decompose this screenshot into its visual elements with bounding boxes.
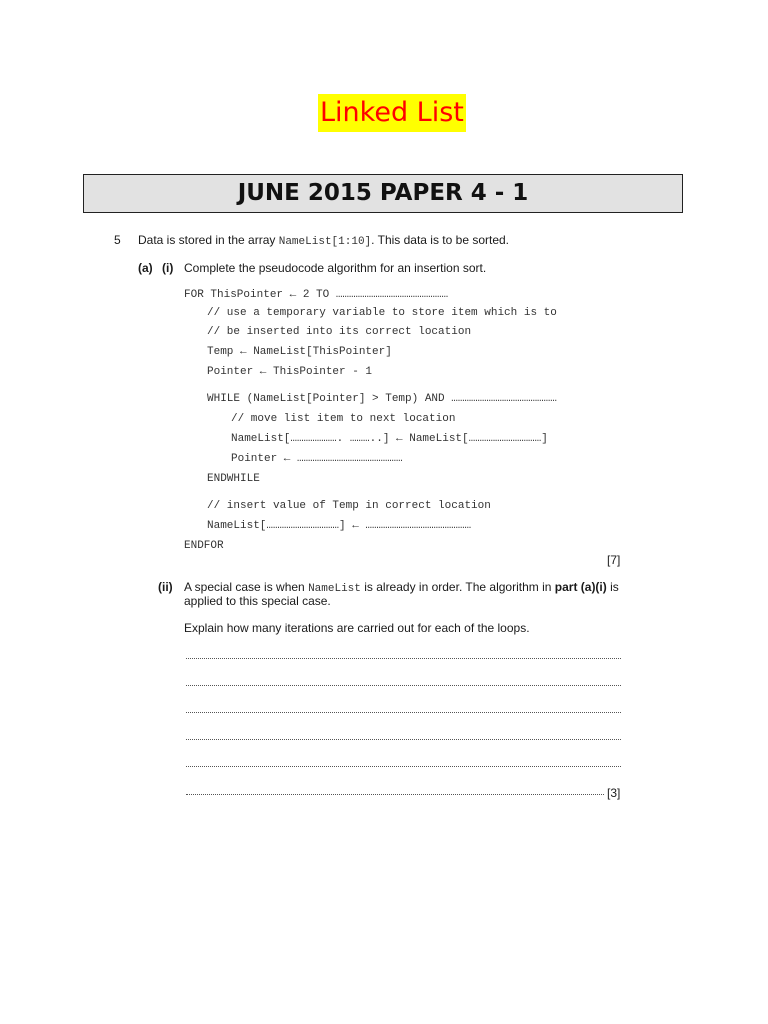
answer-line-2[interactable]	[186, 685, 621, 686]
code-line-2: // use a temporary variable to store item which is to	[207, 307, 557, 319]
question-intro	[138, 233, 509, 248]
marks-part-i: [7]	[607, 553, 621, 567]
part-ii-text-start: A special case is when	[184, 580, 309, 594]
code-line-1: FOR ThisPointer ← 2 TO ……………………………………………	[184, 289, 449, 301]
code-line-9: Pointer ← …………………………………………	[231, 453, 403, 465]
question-intro-text: Data is stored in the array	[138, 233, 279, 247]
question-intro-code: NameList[1:10]	[278, 236, 372, 248]
code-line-3: // be inserted into its correct location	[207, 326, 472, 338]
answer-line-5[interactable]	[186, 766, 621, 767]
part-ii-text-end: is	[606, 580, 619, 594]
code-line-12: NameList[……………………………] ← …………………………………………	[207, 520, 472, 532]
code-line-6: WHILE (NameList[Pointer] > Temp) AND …………………………………………	[207, 393, 557, 405]
part-ii-reference: part (a)(i)	[554, 580, 607, 594]
part-ii-text-mid: is already in order. The algorithm in	[360, 580, 555, 594]
page-title: Linked List	[318, 94, 466, 132]
code-line-4: Temp ← NameList[ThisPointer]	[207, 346, 392, 358]
code-line-13: ENDFOR	[184, 540, 224, 552]
paper-heading: JUNE 2015 PAPER 4 - 1	[83, 174, 683, 213]
part-i-text: Complete the pseudocode algorithm for an insertion sort.	[184, 261, 487, 275]
marks-part-ii: [3]	[607, 786, 621, 800]
question-intro-end: . This data is to be sorted.	[371, 233, 510, 247]
code-line-8: NameList[…………………. ………..] ← NameList[……………………………]	[231, 433, 548, 445]
answer-line-4[interactable]	[186, 739, 621, 740]
part-a-label: (a)	[138, 261, 153, 275]
code-line-5: Pointer ← ThisPointer - 1	[207, 366, 373, 378]
part-ii-explain: Explain how many iterations are carried out for each of the loops.	[184, 621, 530, 635]
part-ii-code: NameList	[308, 583, 361, 595]
answer-line-3[interactable]	[186, 712, 621, 713]
answer-line-6[interactable]	[186, 794, 604, 795]
answer-line-1[interactable]	[186, 658, 621, 659]
part-i-label: (i)	[162, 261, 174, 275]
code-line-10: ENDWHILE	[207, 473, 260, 485]
code-line-7: // move list item to next location	[231, 413, 456, 425]
code-line-11: // insert value of Temp in correct location	[207, 500, 491, 512]
part-ii-label: (ii)	[158, 580, 173, 594]
part-ii-text	[184, 580, 619, 595]
question-number: 5	[114, 233, 121, 247]
part-ii-text-line-2: applied to this special case.	[184, 594, 331, 608]
